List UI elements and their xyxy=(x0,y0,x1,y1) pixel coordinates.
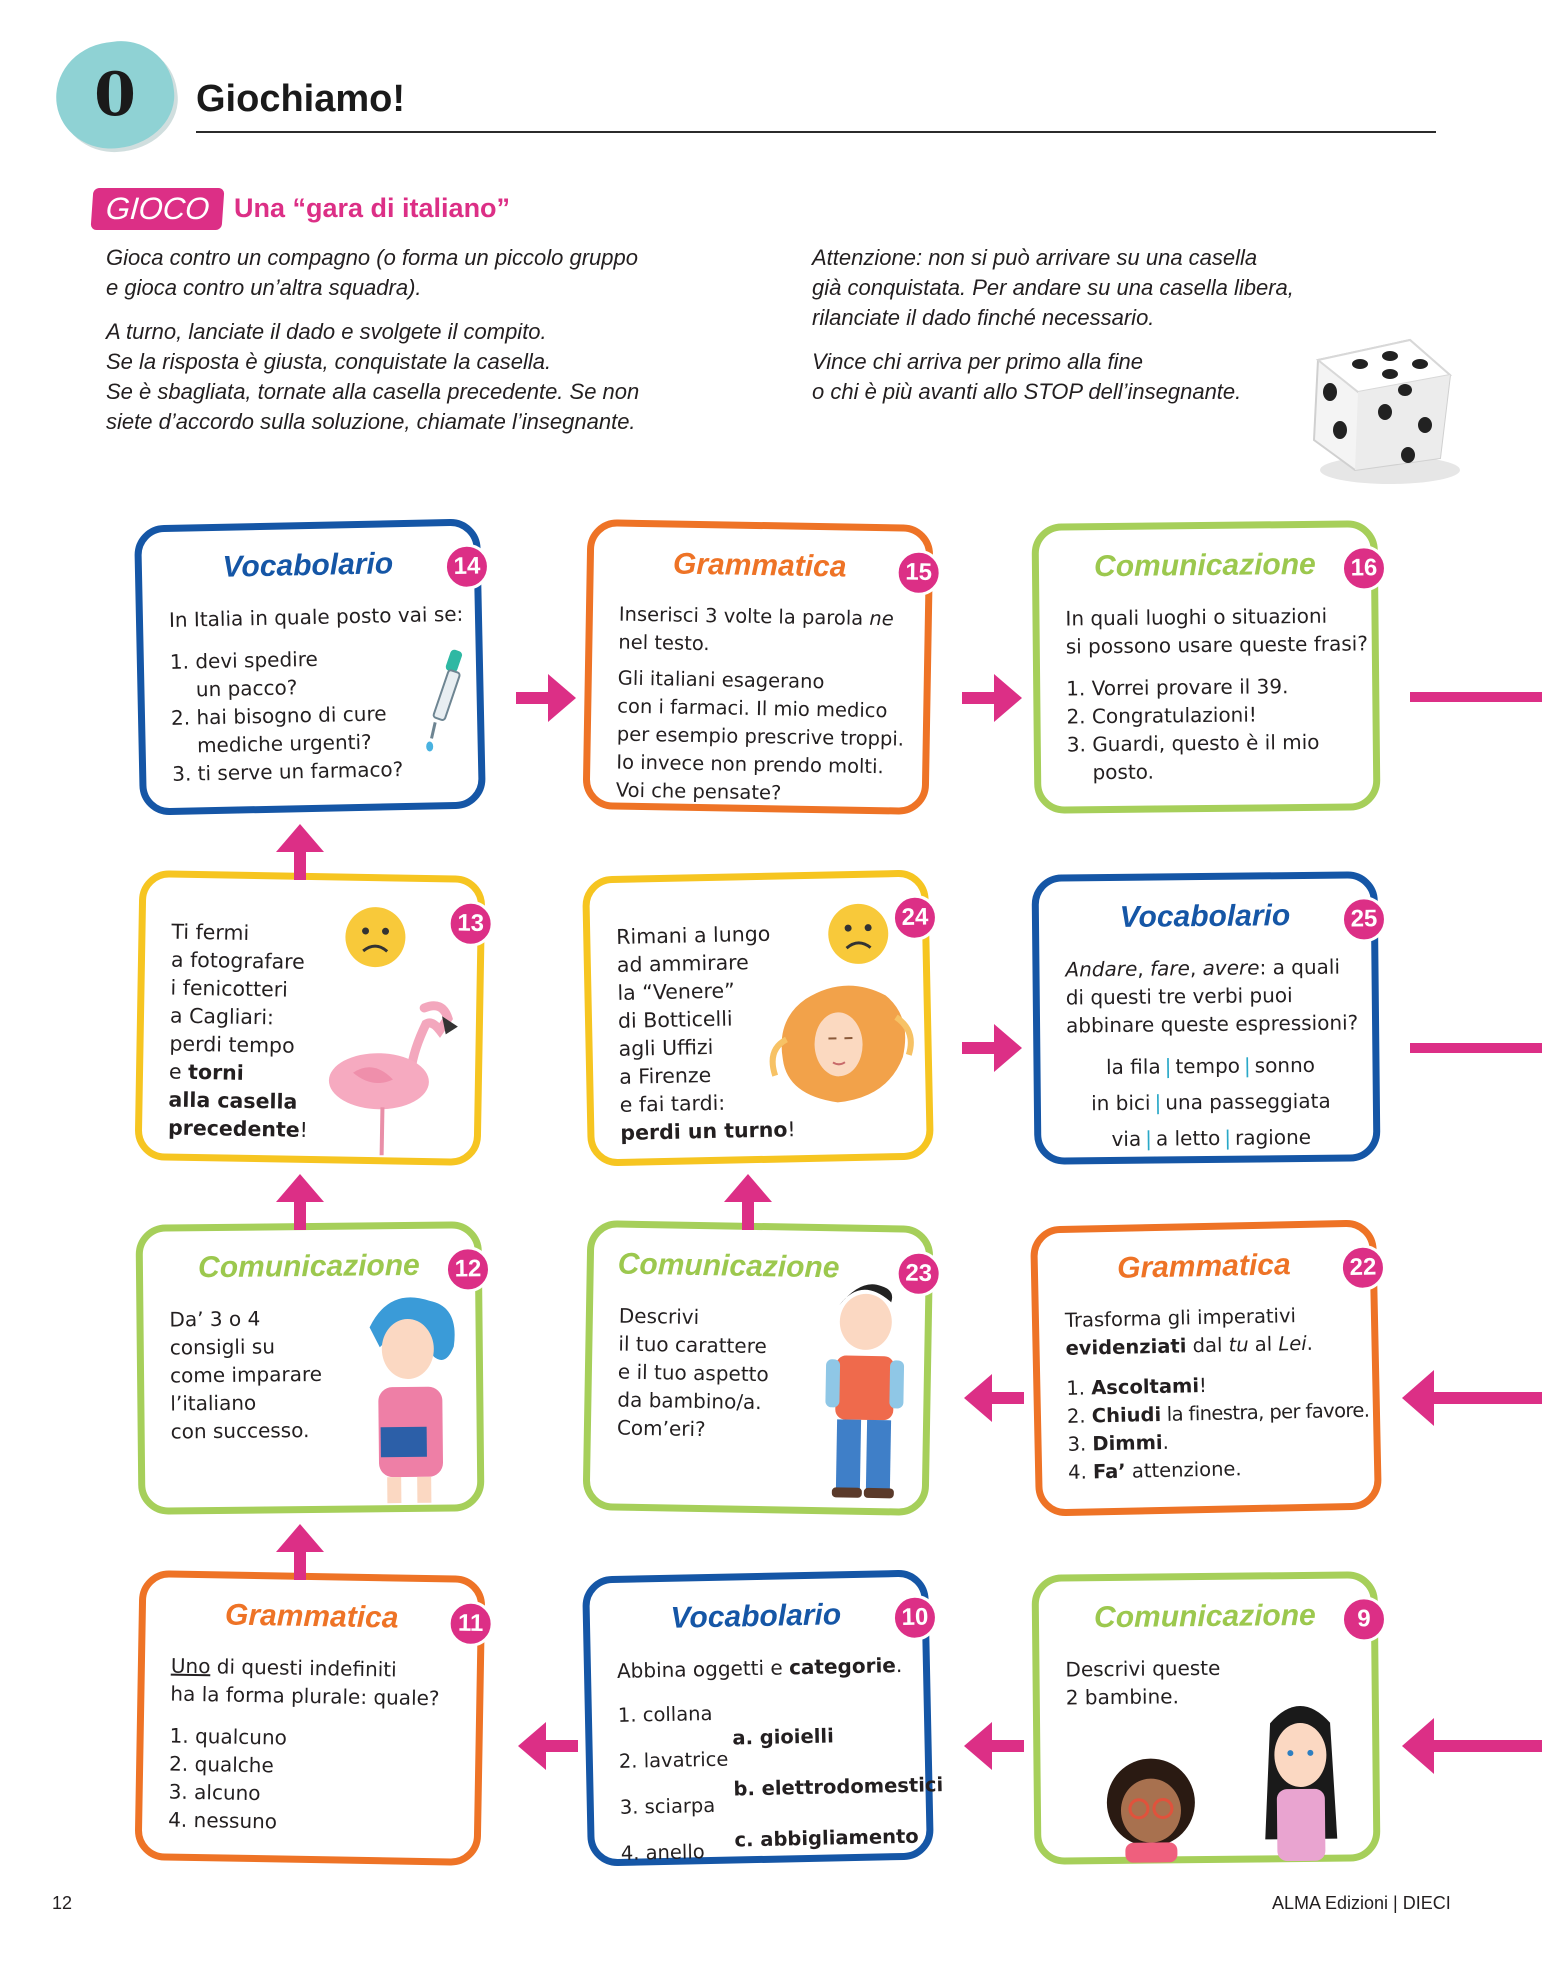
arrow-right-icon xyxy=(516,672,578,724)
arrow-left-icon xyxy=(1400,1716,1542,1776)
card-number-badge: 14 xyxy=(443,543,490,590)
card-body-line: agli Uffizi xyxy=(618,1034,714,1061)
card-number-badge: 23 xyxy=(895,1250,942,1297)
card-body-line: con successo. xyxy=(170,1418,310,1444)
path-line xyxy=(1410,692,1542,702)
punctuation: , xyxy=(1189,956,1203,981)
list-item-bold: Chiudi xyxy=(1091,1402,1162,1428)
verb-word: fare xyxy=(1149,956,1190,981)
expression: ragione xyxy=(1234,1124,1312,1150)
card-body-line: ad ammirare xyxy=(616,950,749,977)
header-rule xyxy=(196,131,1436,133)
list-item: posto. xyxy=(1066,759,1155,785)
card-body-line: a Cagliari: xyxy=(169,1003,275,1030)
categories-list xyxy=(732,1708,944,1865)
card-body-line: Voi che pensate? xyxy=(615,778,782,805)
card-body-line: a fotografare xyxy=(170,947,305,974)
category-item: c. abbigliamento xyxy=(734,1824,919,1852)
list-item: 2. Congratulazioni! xyxy=(1066,702,1258,729)
expression: tempo xyxy=(1175,1053,1241,1079)
card-number-badge: 16 xyxy=(1341,545,1387,591)
card-number-badge: 25 xyxy=(1341,896,1387,942)
rules-right xyxy=(812,243,1372,421)
list-item: 3. Guardi, questo è il mio xyxy=(1066,729,1320,757)
card-title: Vocabolario xyxy=(670,1598,842,1635)
card-number-badge: 24 xyxy=(891,894,938,941)
verb-word: avere xyxy=(1202,955,1260,981)
card-intro: si possono usare queste frasi? xyxy=(1065,631,1369,659)
expression: sonno xyxy=(1254,1052,1316,1078)
arrow-up-icon xyxy=(274,1172,326,1230)
card-body-line: l’italiano xyxy=(170,1390,257,1416)
arrow-left-icon xyxy=(516,1720,578,1772)
card-intro: dal xyxy=(1186,1333,1229,1358)
card-title: Vocabolario xyxy=(1119,899,1291,934)
card-body-bold: alla casella xyxy=(168,1087,298,1114)
publisher-credit: ALMA Edizioni | DIECI xyxy=(1272,1893,1451,1913)
card-number-badge: 11 xyxy=(447,1600,494,1647)
card-number-badge: 22 xyxy=(1339,1244,1386,1291)
card-title: Grammatica xyxy=(1116,1248,1291,1285)
arrow-left-icon xyxy=(1400,1368,1542,1428)
card-intro: ha la forma plurale: quale? xyxy=(170,1681,440,1711)
card-title: Comunicazione xyxy=(197,1248,420,1285)
card-title: Grammatica xyxy=(224,1598,399,1635)
list-item-bold: Dimmi xyxy=(1092,1430,1163,1456)
card-intro: al xyxy=(1248,1332,1279,1357)
list-item: 3. alcuno xyxy=(168,1779,261,1806)
flamingo-icon xyxy=(312,988,465,1161)
card-body-line: e fai tardi: xyxy=(619,1090,726,1117)
card-body-bold: torni xyxy=(187,1059,245,1085)
card-body-line: per esempio prescrive troppi. xyxy=(616,722,905,751)
rules-left xyxy=(106,243,726,451)
card-body-line: e xyxy=(168,1059,189,1084)
card-body-line: Com’eri? xyxy=(616,1415,706,1442)
card-9-comunicazione[interactable] xyxy=(1031,1571,1380,1865)
arrow-up-icon xyxy=(274,1522,326,1580)
list-item-bold: Ascoltami xyxy=(1090,1374,1200,1400)
arrow-right-icon xyxy=(962,1022,1024,1074)
list-number: 2. xyxy=(1066,1404,1093,1428)
card-body-line: di Botticelli xyxy=(617,1006,733,1033)
arrow-up-icon xyxy=(722,1172,774,1230)
list-number: 4. xyxy=(1067,1460,1094,1484)
list-item: attenzione. xyxy=(1125,1457,1242,1483)
card-title: Grammatica xyxy=(672,547,847,584)
list-item: 3. sciarpa xyxy=(619,1793,716,1819)
card-body-line: la “Venere” xyxy=(617,978,735,1005)
card-number-badge: 10 xyxy=(891,1594,938,1641)
card-body-line: come imparare xyxy=(169,1361,323,1388)
card-15-grammatica[interactable] xyxy=(582,519,933,815)
list-item: 4. nessuno xyxy=(167,1807,278,1834)
card-13-penalty[interactable] xyxy=(134,870,485,1166)
card-title: Vocabolario xyxy=(222,547,394,584)
card-body-line: con i farmaci. Il mio medico xyxy=(617,694,888,723)
card-intro-bold: categorie xyxy=(788,1653,897,1680)
list-item: mediche urgenti? xyxy=(171,729,372,758)
list-item: 2. qualche xyxy=(168,1751,274,1778)
card-intro: In quali luoghi o situazioni xyxy=(1065,603,1328,631)
card-body-line: consigli su xyxy=(169,1334,276,1360)
card-number-badge: 12 xyxy=(445,1246,491,1292)
expression: la fila xyxy=(1105,1054,1161,1080)
card-intro: di questi tre verbi puoi xyxy=(1065,983,1293,1010)
dropper-icon xyxy=(422,646,470,757)
card-body-line: Ti fermi xyxy=(171,919,250,945)
card-title: Comunicazione xyxy=(1093,1598,1316,1635)
card-body-line: Gli italiani esagerano xyxy=(617,666,825,694)
card-body-line: i fenicotteri xyxy=(170,975,289,1002)
list-item: la finestra, per favore. xyxy=(1160,1398,1370,1426)
card-text xyxy=(1064,1301,1370,1487)
card-intro: In Italia in quale posto vai se: xyxy=(168,601,464,632)
card-body-line: a Firenze xyxy=(618,1062,712,1089)
card-16-comunicazione[interactable] xyxy=(1031,520,1380,814)
card-14-vocabolario[interactable] xyxy=(134,518,486,815)
card-text xyxy=(168,600,464,788)
list-item: 1. devi spedire xyxy=(169,646,319,674)
card-body-bold: precedente xyxy=(167,1115,300,1142)
card-text xyxy=(1065,601,1369,786)
list-item: 1. qualcuno xyxy=(169,1723,288,1750)
list-number: 1. xyxy=(1066,1376,1092,1400)
page-title: Giochiamo! xyxy=(196,78,406,120)
card-intro: abbinare queste espressioni? xyxy=(1065,1010,1359,1038)
card-number-badge: 9 xyxy=(1341,1596,1387,1642)
card-body-line: il tuo carattere xyxy=(618,1331,767,1359)
punctuation: . xyxy=(895,1652,903,1678)
card-text xyxy=(617,1651,906,1685)
page-number: 12 xyxy=(52,1893,73,1913)
card-body-line: 2 bambine. xyxy=(1065,1684,1180,1710)
card-text xyxy=(616,601,908,810)
expression-row: la fila | tempo | sonno xyxy=(1105,1052,1316,1080)
card-body-line: perdi tempo xyxy=(169,1031,295,1058)
list-item: 2. hai bisogno di cure xyxy=(170,701,387,730)
card-title: Comunicazione xyxy=(617,1247,840,1285)
list-item: 1. Vorrei provare il 39. xyxy=(1066,674,1289,701)
card-body-line: Io invece non prendo molti. xyxy=(616,750,884,779)
list-number: 3. xyxy=(1067,1432,1093,1456)
unit-number: 0 xyxy=(94,60,136,130)
list-item: . xyxy=(1162,1430,1170,1454)
list-item: 1. collana xyxy=(617,1701,713,1727)
arrow-left-icon xyxy=(962,1720,1024,1772)
card-body-line: Descrivi xyxy=(618,1303,700,1329)
two-girls-icon xyxy=(1080,1688,1372,1863)
student-girl-icon xyxy=(349,1286,471,1507)
card-body-line: Rimani a lungo xyxy=(616,921,771,949)
card-body-line: da bambino/a. xyxy=(617,1387,762,1415)
card-intro: di questi indefiniti xyxy=(210,1654,397,1682)
card-text xyxy=(168,1652,459,1839)
card-23-comunicazione[interactable] xyxy=(582,1220,933,1516)
list-item: un pacco? xyxy=(170,675,298,702)
category-item: b. elettrodomestici xyxy=(733,1773,944,1801)
card-11-grammatica[interactable] xyxy=(134,1570,485,1866)
punctuation: . xyxy=(1306,1331,1314,1355)
boy-child-icon xyxy=(818,1275,912,1507)
arrow-up-icon xyxy=(274,822,326,880)
expression-row: via | a letto | ragione xyxy=(1111,1124,1312,1151)
list-item: 4. anello xyxy=(620,1840,705,1865)
rules-paragraph: A turno, lanciate il dado e svolgete il compito. Se la risposta è giusta, conquistate la casella. Se è sbagliata, tornate alla casella precedente. Se non siete d’accordo sulla soluzione, chiamate l’insegnante. xyxy=(106,319,640,434)
rules-paragraph: Attenzione: non si può arrivare su una casella già conquistata. Per andare su una casella libera, rilanciate il dado finché necessario. xyxy=(812,245,1294,330)
punctuation: ! xyxy=(787,1117,796,1142)
card-title: Comunicazione xyxy=(1093,547,1316,584)
arrow-right-icon xyxy=(962,672,1024,724)
list-item-bold: Fa’ xyxy=(1092,1459,1126,1484)
objects-list xyxy=(617,1690,741,1876)
card-12-comunicazione[interactable] xyxy=(135,1221,484,1515)
rules-paragraph: Gioca contro un compagno (o forma un piccolo gruppo e gioca contro un’altra squadra). xyxy=(106,245,638,300)
category-item: a. gioielli xyxy=(732,1724,834,1750)
sad-face-icon xyxy=(826,901,891,966)
list-item: 2. lavatrice xyxy=(618,1747,729,1773)
card-intro-underlined: Uno xyxy=(170,1653,211,1679)
arrow-left-icon xyxy=(962,1372,1024,1424)
game-subtitle: Una “gara di italiano” xyxy=(234,193,511,223)
card-intro: : a quali xyxy=(1259,954,1341,980)
punctuation: ! xyxy=(299,1117,309,1142)
list-item: ! xyxy=(1198,1373,1208,1398)
verb-word: Andare xyxy=(1065,956,1138,982)
card-intro-italic: tu xyxy=(1228,1333,1249,1357)
expression: a letto xyxy=(1155,1125,1221,1151)
gioco-tag: GIOCO xyxy=(91,188,225,230)
card-25-vocabolario[interactable] xyxy=(1031,871,1380,1165)
card-text xyxy=(1065,952,1359,1157)
path-line xyxy=(1410,1043,1542,1053)
card-intro: Inserisci 3 volte la parola xyxy=(618,602,870,630)
card-body-bold: perdi un turno xyxy=(620,1117,788,1145)
rules-paragraph: Vince chi arriva per primo alla fine o chi è più avanti allo STOP dell’insegnante. xyxy=(812,349,1242,404)
card-intro: Trasforma gli imperativi xyxy=(1064,1304,1297,1332)
sad-face-icon xyxy=(343,905,408,970)
venus-illustration-icon xyxy=(765,977,918,1110)
card-intro: Abbina oggetti e xyxy=(616,1655,790,1683)
expression: in bici xyxy=(1090,1090,1151,1116)
card-number-badge: 13 xyxy=(447,900,494,947)
card-10-vocabolario[interactable] xyxy=(582,1569,944,1866)
card-body-line: e il tuo aspetto xyxy=(617,1359,769,1387)
card-number-badge: 15 xyxy=(895,549,942,596)
expression: una passeggiata xyxy=(1165,1088,1331,1115)
dice-icon xyxy=(1300,330,1460,490)
expression: via xyxy=(1111,1126,1142,1151)
card-intro-bold: evidenziati xyxy=(1065,1334,1187,1360)
card-22-grammatica[interactable] xyxy=(1030,1219,1382,1516)
card-intro-italic: Lei xyxy=(1278,1331,1307,1356)
punctuation: , xyxy=(1137,956,1151,981)
card-intro-word: ne xyxy=(869,606,894,631)
card-intro: nel testo. xyxy=(618,630,710,656)
list-item: 3. ti serve un farmaco? xyxy=(171,757,404,786)
card-body-line: Da’ 3 o 4 xyxy=(169,1306,261,1332)
card-24-penalty[interactable] xyxy=(582,869,934,1166)
card-body-line: Descrivi queste xyxy=(1065,1655,1221,1682)
expression-row: in bici | una passeggiata xyxy=(1090,1088,1331,1116)
